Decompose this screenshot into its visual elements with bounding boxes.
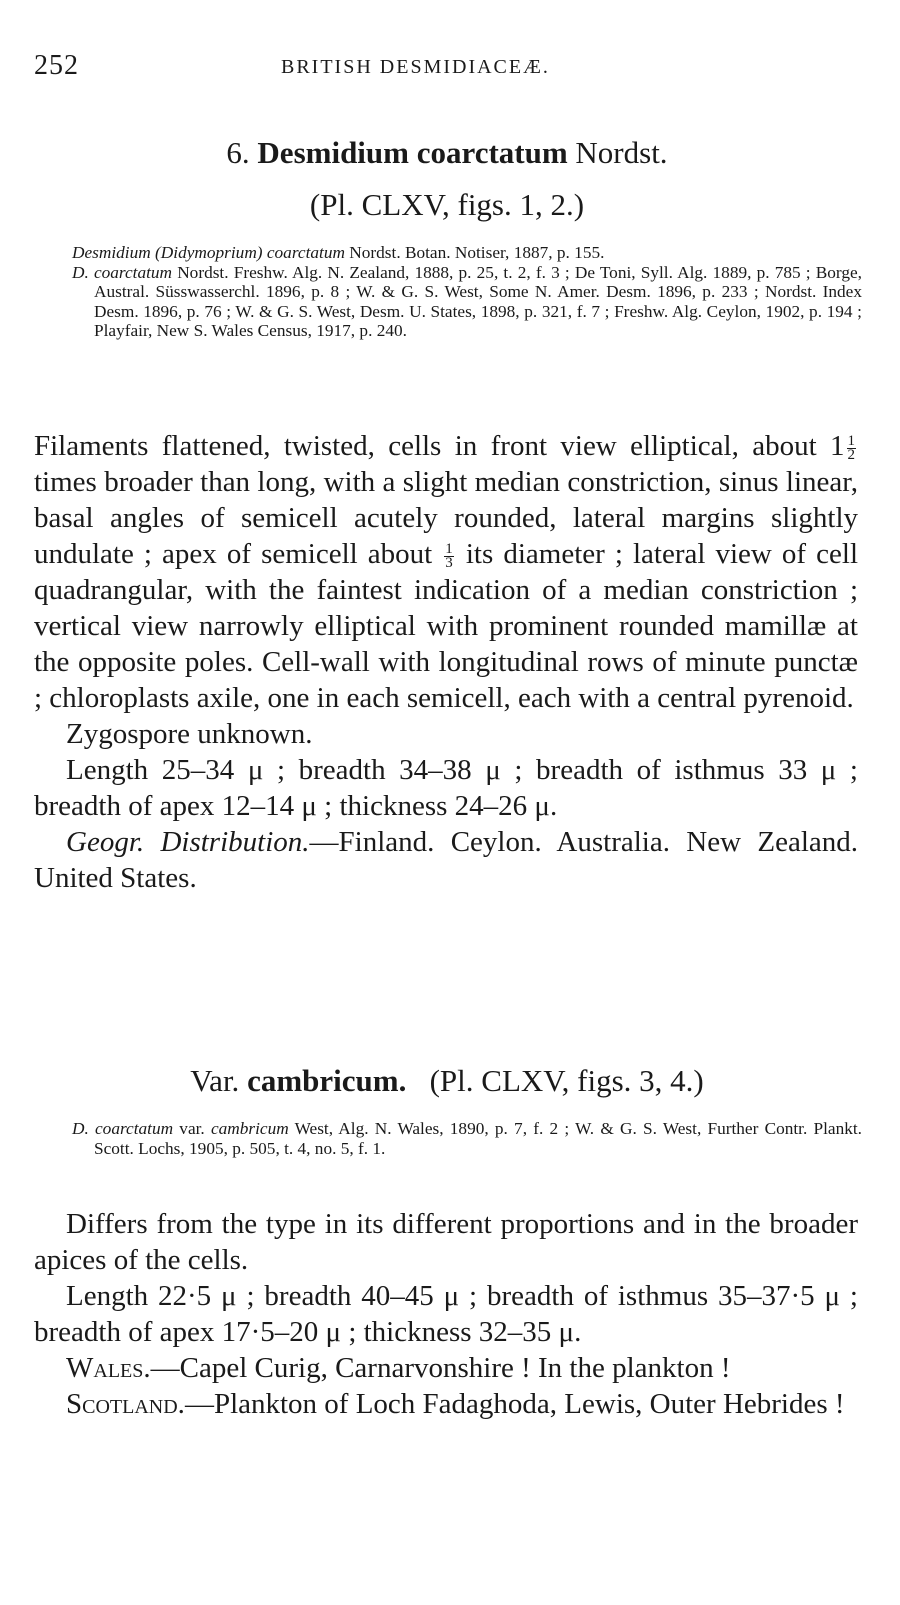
locality-text: —Plankton of Loch Fadaghoda, Lewis, Outer Hebrides !: [184, 1388, 845, 1420]
locality-label: Wales.: [66, 1352, 151, 1384]
variety-synonymy: [72, 1119, 862, 1158]
locality-label: Scotland.: [66, 1388, 185, 1420]
synonymy-entry: [72, 263, 862, 341]
locality-text: —Capel Curig, Carnarvonshire ! In the plankton !: [150, 1352, 731, 1384]
variety-plate-reference: (Pl. CLXV, figs. 3, 4.): [429, 1063, 704, 1098]
zygospore-note: Zygospore unknown.: [66, 718, 313, 750]
species-heading: [34, 135, 860, 171]
variety-prefix: Var.: [190, 1063, 240, 1098]
species-measurements: Length 25–34 μ ; breadth 34–38 μ ; breadth of isthmus 33 μ ; breadth of apex 12–14 μ ; thickness 24–26 μ.: [34, 754, 858, 822]
distribution-label: Geogr. Distribution.: [66, 826, 310, 858]
species-body: [34, 428, 858, 896]
species-synonymy: [72, 243, 862, 341]
distribution-text: —Finland. Ceylon. Australia. New Zealand. United States.: [34, 826, 859, 894]
variety-heading: [34, 1063, 860, 1099]
species-authority: Nordst.: [575, 135, 668, 170]
synonymy-citation: Nordst. Freshw. Alg. N. Zealand, 1888, p. 25, t. 2, f. 3 ; De Toni, Syll. Alg. 1889, p. 785 ; Borge, Austral. Süsswasserchl. 1896, p. 8 ; W. & G. S. West, Some N. Amer. Desm. 1896, p. 233 ; Nordst. Index Desm. 1896, p. 76 ; W. & G. S. West, Desm. U. States, 1898, p. 321, f. 7 ; Freshw. Alg. Ceylon, 1902, p. 194 ; Playfair, New S. Wales Census, 1917, p. 240.: [94, 262, 862, 341]
running-head: [34, 50, 860, 84]
synonymy-taxon: D. coarctatum: [72, 262, 173, 282]
species-description: Filaments flattened, twisted, cells in front view elliptical, about 1 $\frac{1}{2}$ times broader than long, with a slight median constriction, sinus linear, basal angles of semicell acutely rounded, lateral margins slightly undulate ; apex of semicell about $\frac{1}{3}$ its diameter ; lateral view of cell quadrangular, with the faintest indication of a median constriction ; vertical view narrowly elliptical with prominent rounded mamillæ at the opposite poles. Cell-wall with longitudinal rows of minute punctæ ; chloroplasts axile, one in each semicell, each with a central pyrenoid.: [34, 430, 859, 714]
variety-name: cambricum.: [247, 1063, 407, 1098]
running-title: BRITISH DESMIDIACEÆ.: [281, 56, 550, 78]
variety-body: [34, 1206, 858, 1422]
species-name: Desmidium coarctatum: [257, 135, 568, 170]
synonymy-citation: Nordst. Botan. Notiser, 1887, p. 155.: [344, 243, 605, 262]
synonymy-taxon: Desmidium (Didymoprium) coarctatum: [72, 243, 345, 262]
species-plate-reference: (Pl. CLXV, figs. 1, 2.): [309, 187, 585, 222]
fraction-one-third: $\frac{1}{3}$: [445, 540, 453, 571]
species-number: 6.: [226, 135, 250, 170]
locality-scotland: [34, 1386, 858, 1422]
synonymy-entry: D. coarctatum var. cambricum West, Alg. N. Wales, 1890, p. 7, f. 2 ; W. & G. S. West, Further Contr. Plankt. Scott. Lochs, 1905, p. 505, t. 4, no. 5, f. 1.: [72, 1119, 862, 1158]
geographic-distribution: [34, 824, 858, 896]
synonymy-entry: [72, 243, 862, 263]
variety-description: Differs from the type in its different proportions and in the broader apices of the cells.: [34, 1208, 858, 1276]
fraction-one-half: $\frac{1}{2}$: [847, 432, 855, 463]
variety-measurements: Length 22·5 μ ; breadth 40–45 μ ; breadth of isthmus 35–37·5 μ ; breadth of apex 17·5–20 μ ; thickness 32–35 μ.: [34, 1280, 858, 1348]
locality-wales: [34, 1350, 858, 1386]
page-number: 252: [34, 50, 79, 81]
